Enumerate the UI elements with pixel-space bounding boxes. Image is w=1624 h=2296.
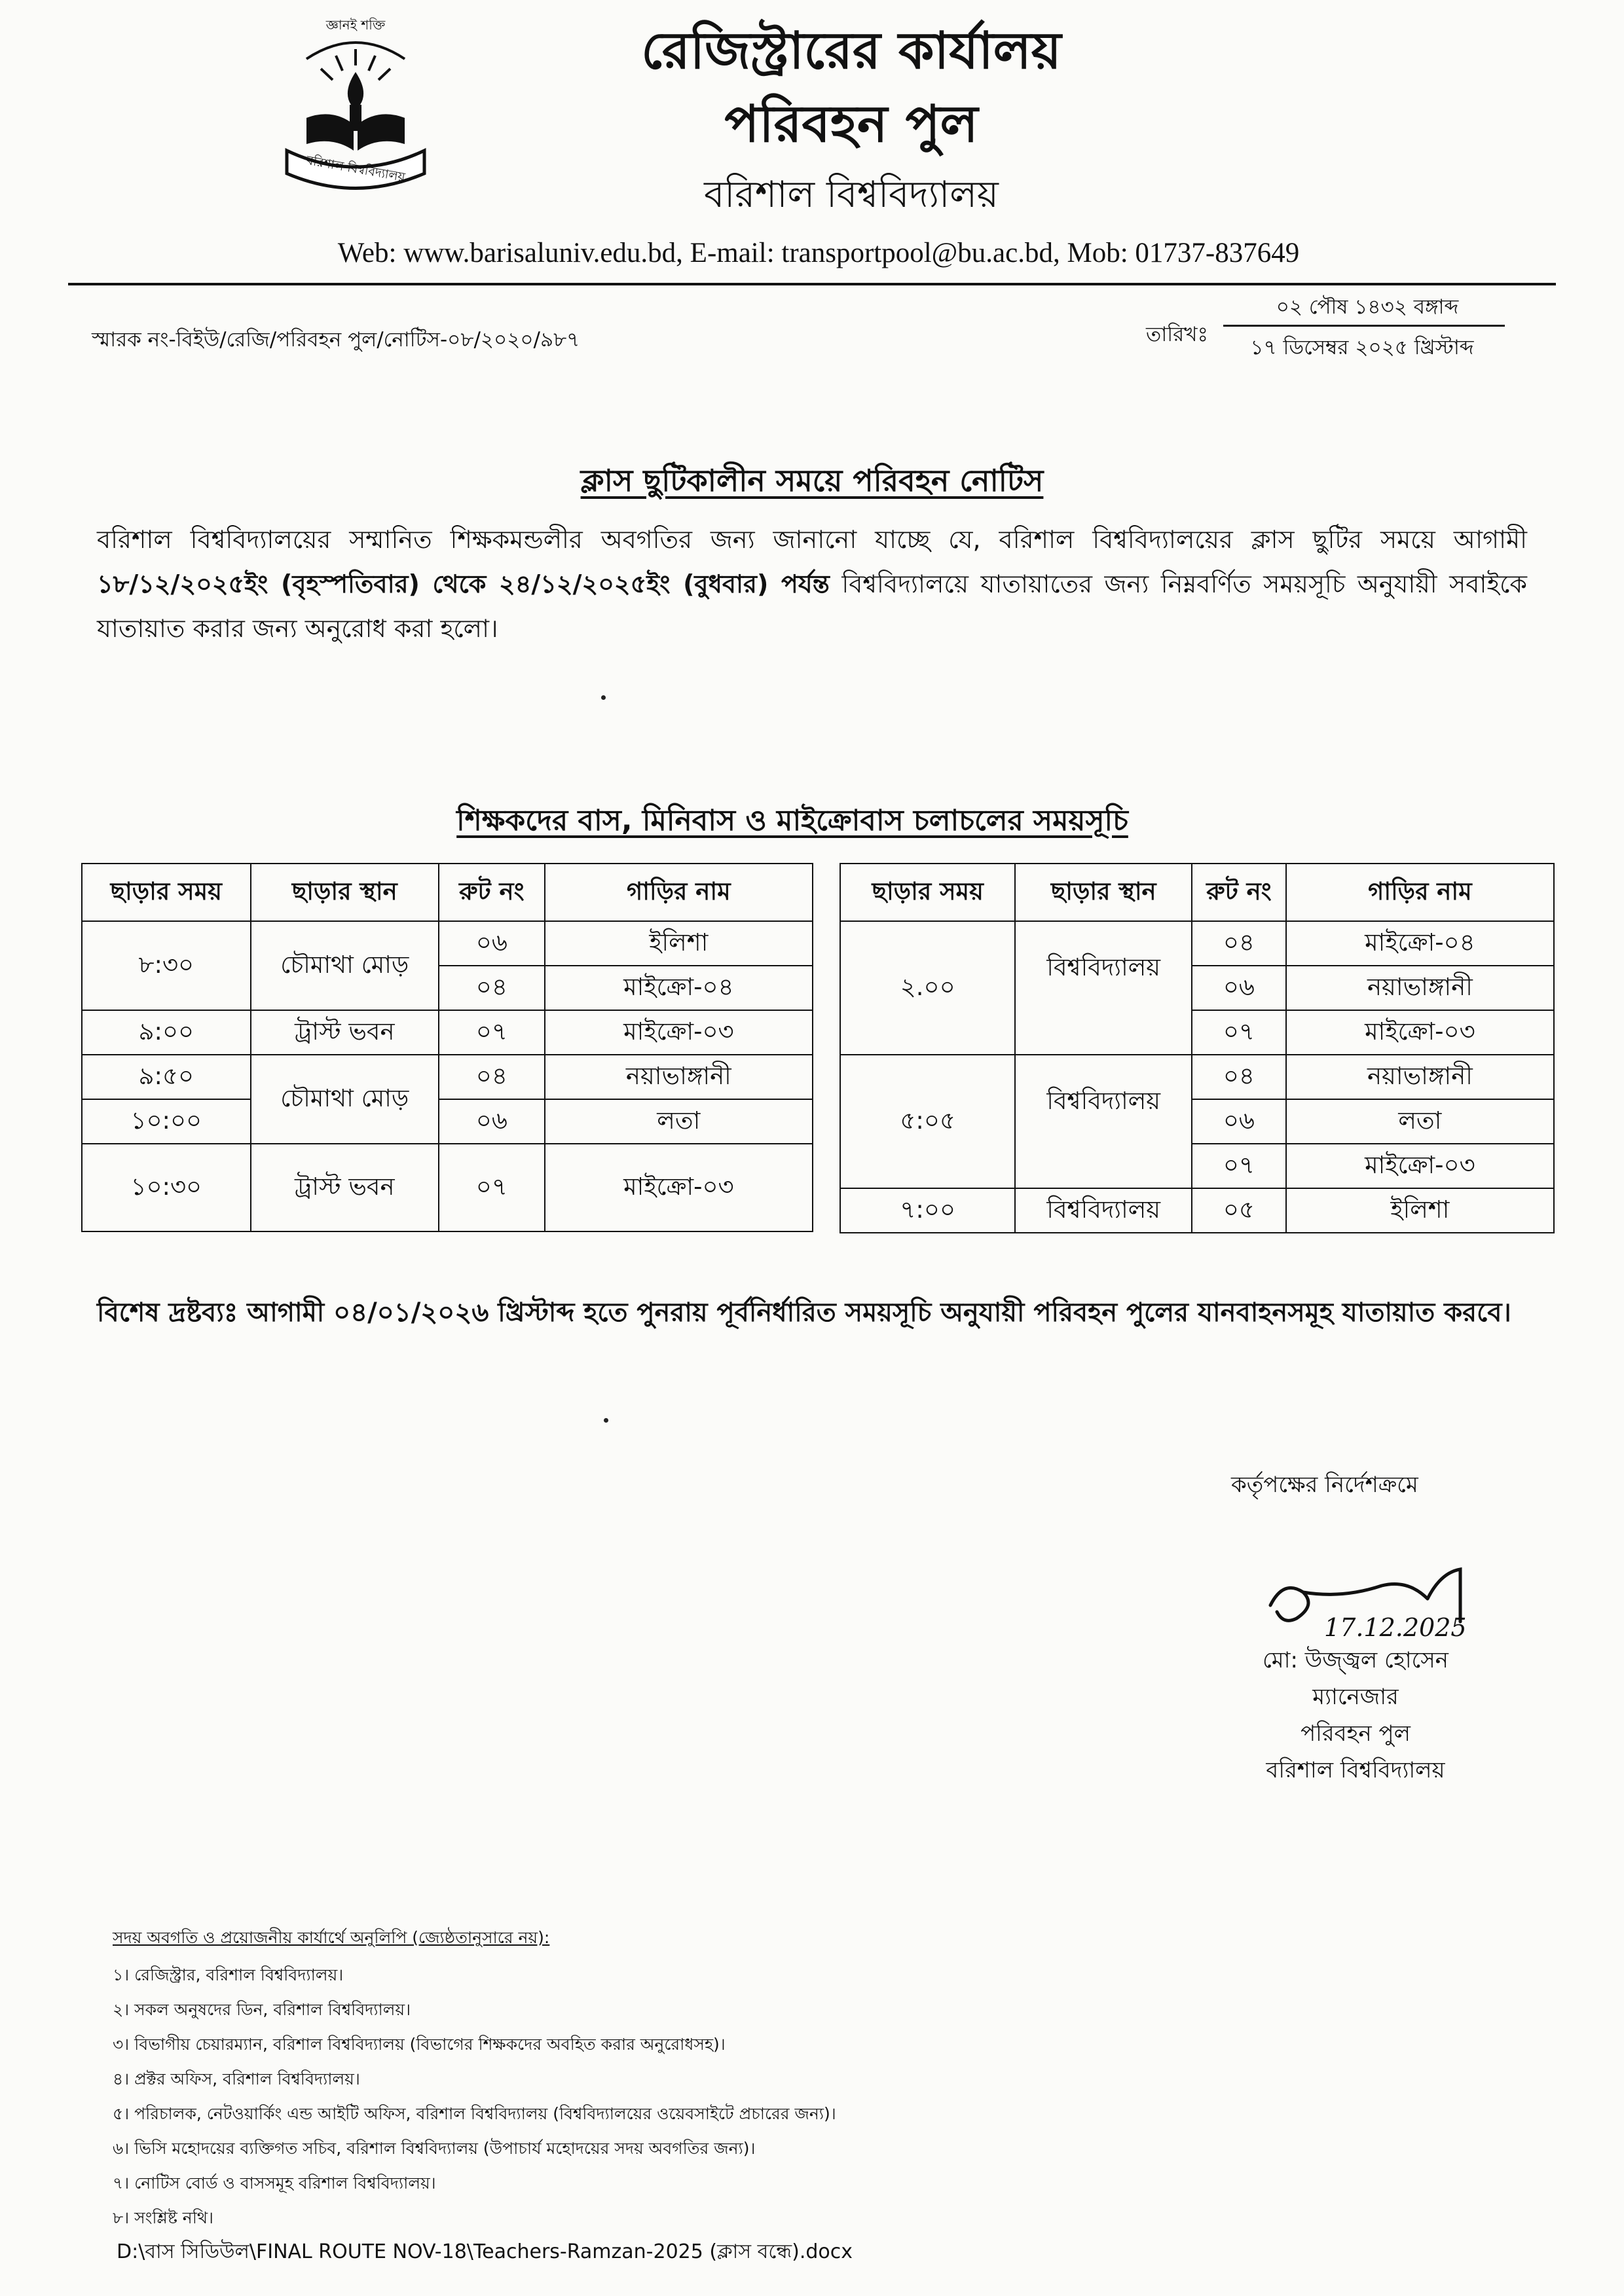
cell-vehicle: লতা [545,1099,813,1144]
table-row [82,1099,813,1144]
cell-time: ৯:০০ [82,1010,251,1055]
list-item: ৮। সংশ্লিষ্ট নথি। [113,2208,213,2227]
logo-motto: জ্ঞানই শক্তি [325,17,386,33]
cell-time: ২.০০ [840,921,1015,1055]
date-gregorian: ১৭ ডিসেম্বর ২০২৫ খ্রিস্টাব্দ [1250,336,1474,359]
university-name: বরিশাল বিশ্ববিদ্যালয় [704,173,999,216]
header-time: ছাড়ার সময় [840,864,1015,921]
date-label: তারিখঃ [1146,323,1209,346]
file-path-footer: D:\বাস সিডিউল\FINAL ROUTE NOV-18\Teachers-Ramzan-2025 (ক্লাস বন্ধে).docx [117,2240,853,2263]
cell-vehicle: মাইক্রো-০৪ [1286,921,1554,966]
paragraph-part1: বরিশাল বিশ্ববিদ্যালয়ের সম্মানিত শিক্ষকমন্ডলীর অবগতির জন্য জানানো যাচ্ছে যে, বরিশাল বিশ্ববিদ্যালয়ের ক্লাস ছুটির সময়ে আগামী [97,525,1527,554]
cell-place: চৌমাথা মোড় [251,921,439,1010]
speck [604,1418,608,1423]
cell-place: বিশ্ববিদ্যালয় [1015,1055,1192,1188]
schedule-table-right [840,863,1555,1233]
memo-number: স্মারক নং-বিইউ/রেজি/পরিবহন পুল/নোটিস-০৮/২০২০/৯৮৭ [92,328,580,352]
list-item: ৫। পরিচালক, নেটওয়ার্কিং এন্ড আইটি অফিস, বরিশাল বিশ্ববিদ্যালয় (বিশ্ববিদ্যালয়ের ওয়েবসাইটে প্রচারের জন্য)। [113,2104,836,2123]
header-vehicle: গাড়ির নাম [545,864,813,921]
cell-route: ০৪ [439,966,545,1010]
table-header-row [840,864,1554,921]
paragraph-date-range: ১৮/১২/২০২৫ইং (বৃহস্পতিবার) থেকে ২৪/১২/২০২৫ইং (বুধবার) পর্যন্ত [97,570,830,598]
list-item: ৭। নোটিস বোর্ড ও বাসসমূহ বরিশাল বিশ্ববিদ্যালয়। [113,2174,436,2193]
logo-ribbon-text: বরিশাল বিশ্ববিদ্যালয় [305,153,407,185]
cell-vehicle: নয়াভাঙ্গানী [545,1055,813,1099]
list-item: ৩। বিভাগীয় চেয়ারম্যান, বরিশাল বিশ্ববিদ্যালয় (বিভাগের শিক্ষকদের অবহিত করার অনুরোধসহ)। [113,2035,726,2054]
cell-time: ৯:৫০ [82,1055,251,1099]
cell-time: ৫:০৫ [840,1055,1015,1188]
signatory-block [1205,1642,1506,1789]
cell-place: বিশ্ববিদ্যালয় [1015,921,1192,1055]
date-bangla: ০২ পৌষ ১৪৩২ বঙ্গাব্দ [1276,295,1459,319]
cell-route: ০৬ [1192,1099,1286,1144]
list-item: ৪। প্রক্টর অফিস, বরিশাল বিশ্ববিদ্যালয়। [113,2069,360,2088]
table-row [840,1055,1554,1099]
cell-vehicle: ইলিশা [545,921,813,966]
copy-to-title: সদয় অবগতি ও প্রয়োজনীয় কার্যার্থে অনুলিপি (জ্যেষ্ঠতানুসারে নয়): [113,1928,550,1947]
list-item: ২। সকল অনুষদের ডিন, বরিশাল বিশ্ববিদ্যালয়। [113,2000,411,2019]
table-row [82,1055,813,1099]
copy-to-list [113,1958,836,2235]
cell-route: ০৫ [1192,1188,1286,1233]
schedule-title: শিক্ষকদের বাস, মিনিবাস ও মাইক্রোবাস চলাচলের সময়সূচি [456,804,1128,837]
table-row [82,921,813,966]
cell-route: ০৬ [1192,966,1286,1010]
cell-vehicle: লতা [1286,1099,1554,1144]
cell-place: ট্রাস্ট ভবন [251,1010,439,1055]
cell-route: ০৪ [439,1055,545,1099]
paragraph-part2: বিশ্ববিদ্যালয়ে যাতায়াতের জন্য নিম্নবর্ণিত সময়সূচি অনুযায়ী সবাইকে যাতায়াত করার জন্য অনুরোধ করা হলো। [97,570,1527,643]
header-time: ছাড়ার সময় [82,864,251,921]
date-divider [1223,325,1505,327]
header-route: রুট নং [439,864,545,921]
cell-route: ০৭ [439,1144,545,1231]
special-note: বিশেষ দ্রষ্টব্যঃ আগামী ০৪/০১/২০২৬ খ্রিস্টাব্দ হতে পুনরায় পূর্বনির্ধারিত সময়সূচি অনুযায়ী পরিবহন পুলের যানবাহনসমূহ যাতায়াত করবে। [97,1298,1511,1328]
cell-vehicle: মাইক্রো-০৪ [545,966,813,1010]
cell-route: ০৪ [1192,1055,1286,1099]
cell-vehicle: মাইক্রো-০৩ [545,1144,813,1231]
list-item: ৬। ভিসি মহোদয়ের ব্যক্তিগত সচিব, বরিশাল বিশ্ববিদ্যালয় (উপাচার্য মহোদয়ের সদয় অবগতির জন্য)। [113,2139,756,2158]
table-row [840,1188,1554,1233]
signature-date: 17.12.2025 [1324,1613,1467,1642]
cell-route: ০৭ [1192,1010,1286,1055]
table-row [840,921,1554,966]
cell-vehicle: মাইক্রো-০৩ [1286,1010,1554,1055]
cell-time: ১০:০০ [82,1099,251,1144]
authority-line: কর্তৃপক্ষের নির্দেশক্রমে [1231,1472,1418,1498]
cell-time: ৭:০০ [840,1188,1015,1233]
cell-route: ০৬ [439,1099,545,1144]
table-header-row [82,864,813,921]
signatory-name: মো: উজ্জ্বল হোসেন [1263,1647,1449,1673]
cell-time: ৮:৩০ [82,921,251,1010]
pool-title: পরিবহন পুল [724,95,978,154]
header-divider [68,283,1556,285]
header-place: ছাড়ার স্থান [251,864,439,921]
list-item: ১। রেজিস্ট্রার, বরিশাল বিশ্ববিদ্যালয়। [113,1965,344,1984]
cell-vehicle: নয়াভাঙ্গানী [1286,1055,1554,1099]
cell-route: ০৬ [439,921,545,966]
cell-route: ০৭ [439,1010,545,1055]
schedule-table-left [81,863,813,1232]
speck [601,695,606,700]
notice-title: ক্লাস ছুটিকালীন সময়ে পরিবহন নোটিস [580,463,1044,498]
notice-paragraph [97,517,1527,651]
header-route: রুট নং [1192,864,1286,921]
cell-vehicle: মাইক্রো-০৩ [1286,1144,1554,1188]
cell-place: বিশ্ববিদ্যালয় [1015,1188,1192,1233]
header-vehicle: গাড়ির নাম [1286,864,1554,921]
cell-route: ০৪ [1192,921,1286,966]
cell-place: চৌমাথা মোড় [251,1055,439,1144]
table-row [82,1144,813,1231]
cell-time: ১০:৩০ [82,1144,251,1231]
cell-vehicle: নয়াভাঙ্গানী [1286,966,1554,1010]
contact-line: Web: www.barisaluniv.edu.bd, E-mail: transportpool@bu.ac.bd, Mob: 01737-837649 [337,238,1300,268]
cell-vehicle: ইলিশা [1286,1188,1554,1233]
signatory-university: বরিশাল বিশ্ববিদ্যালয় [1266,1757,1445,1783]
cell-route: ০৭ [1192,1144,1286,1188]
signatory-office: পরিবহন পুল [1301,1721,1411,1747]
cell-place: ট্রাস্ট ভবন [251,1144,439,1231]
header-place: ছাড়ার স্থান [1015,864,1192,921]
cell-vehicle: মাইক্রো-০৩ [545,1010,813,1055]
table-row [82,1010,813,1055]
signatory-designation: ম্যানেজার [1312,1684,1399,1710]
office-title: রেজিস্ট্রারের কার্যালয় [641,22,1061,81]
university-logo [280,17,431,196]
